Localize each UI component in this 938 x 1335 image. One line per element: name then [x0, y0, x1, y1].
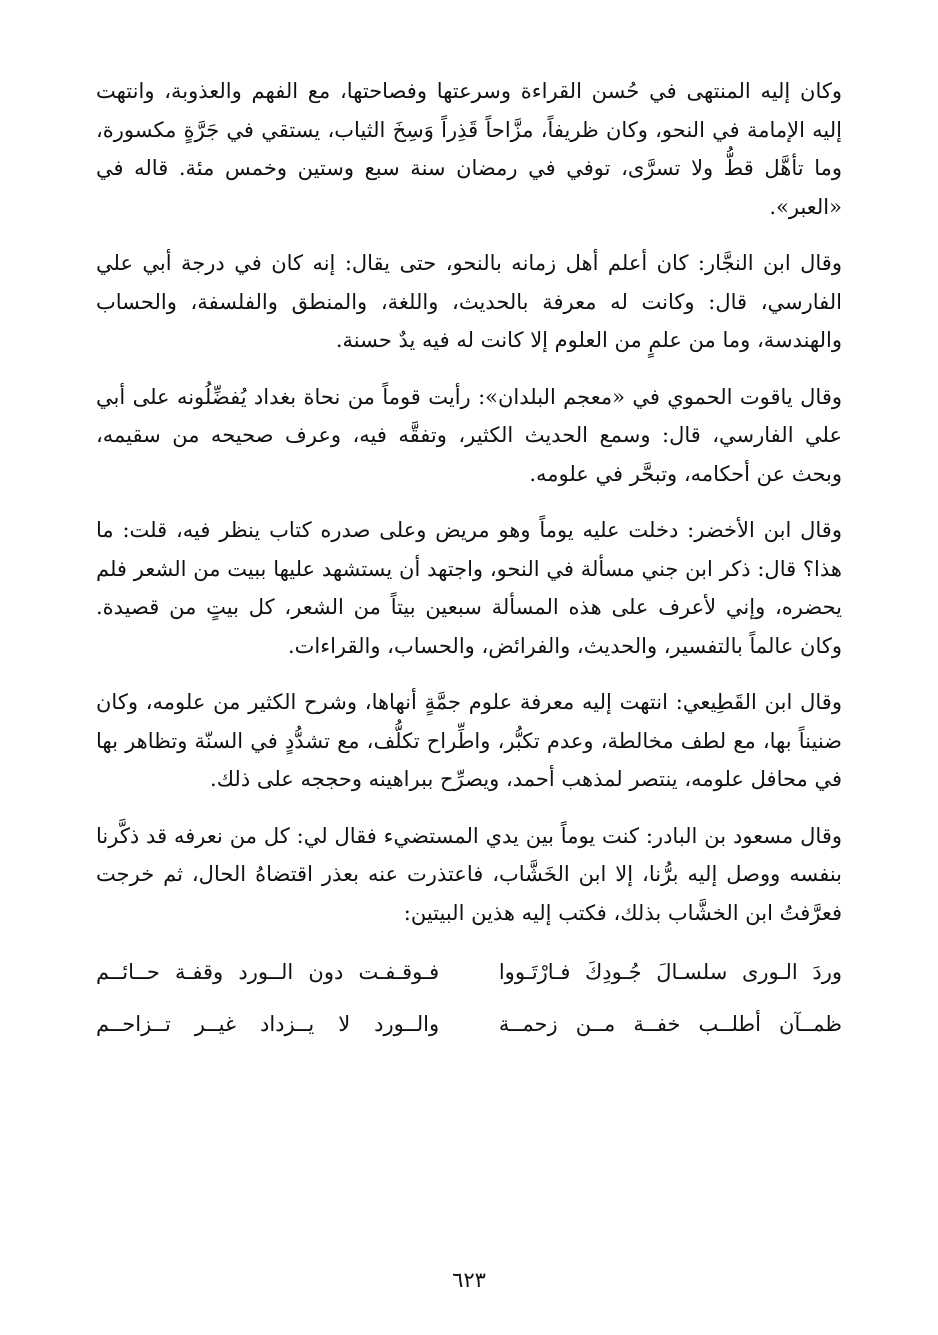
page-number: ٦٢٣	[452, 1268, 486, 1292]
paragraph-ibn-qatii: وقال ابن القَطِيعي: انتهت إليه معرفة علوم جمَّةٍ أنهاها، وشرح الكثير من علومه، وكان ضنيناً بها، مع لطف مخالطة، وعدم تكبُّر، واطِّراح تكلُّف، مع تشدُّدٍ في السنّة وتظاهر بها في محافل علومه، ينتصر لمذهب أحمد، ويصرِّح ببراهينه وحججه على ذلك.	[96, 690, 842, 791]
paragraph-intro: وكان إليه المنتهى في حُسن القراءة وسرعتها وفصاحتها، مع الفهم والعذوبة، وانتهت إليه الإمامة في النحو، وكان ظريفاً، مزَّاحاً قَذِراً وَسِخَ الثياب، يستقي في جَرَّةٍ مكسورة، وما تأهَّل قطُّ ولا تسرَّى، توفي في رمضان سنة سبع وستين وخمس مئة. قاله في «العبر».	[96, 79, 842, 219]
paragraph-ibn-najjar: وقال ابن النجَّار: كان أعلم أهل زمانه بالنحو، حتى يقال: إنه كان في درجة أبي علي الفارسي، قال: وكانت له معرفة بالحديث، واللغة، والمنطق والفلسفة، والحساب والهندسة، وما من علمٍ من العلوم إلا كانت له فيه يدٌ حسنة.	[96, 251, 842, 352]
paragraph-ibn-akhdar: وقال ابن الأخضر: دخلت عليه يوماً وهو مريض وعلى صدره كتاب ينظر فيه، قلت: ما هذا؟ قال: ذكر ابن جني مسألة في النحو، واجتهد أن يستشهد عليها ببيت من الشعر فلم يحضره، وإني لأعرف على هذه المسألة سبعين بيتاً من الشعر، كل بيتٍ من قصيدة. وكان عالماً بالتفسير، والحديث، والفرائض، والحساب، والقراءات.	[96, 518, 842, 658]
paragraph-masud: وقال مسعود بن البادر: كنت يوماً بين يدي المستضيء فقال لي: كل من نعرفه قد ذكَّرنا بنفسه ووصل إليه برُّنا، إلا ابن الخَشَّاب، فاعتذرت عنه بعذر اقتضاهُ الحال، ثم خرجت فعرَّفتُ ابن الخشَّاب بذلك، فكتب إليه هذين البيتين:	[96, 823, 842, 925]
verse-first-hemistich: وردَ الـورى سلسـالَ جُـودِكَ فـارْتَـووا	[498, 960, 842, 984]
poem	[96, 946, 842, 1050]
poem-verse	[96, 998, 842, 1050]
paragraph-yaqut: وقال ياقوت الحموي في «معجم البلدان»: رأيت قوماً من نحاة بغداد يُفضِّلُونه على أبي علي الفارسي، قال: وسمع الحديث الكثير، وتفقَّه فيه، وعرف صحيحه من سقيمه، وبحث عن أحكامه، وتبحَّر في علومه.	[96, 384, 842, 486]
poem-verse	[96, 946, 842, 998]
verse-second-hemistich: فـوقـفـت دون الــورد وقفـة حــائــم	[96, 960, 440, 984]
verse-first-hemistich: ظمــآن أطلــب خفــة مــن زحمــة	[498, 1012, 842, 1036]
verse-second-hemistich: والــورد لا يــزداد غيــر تــزاحــم	[96, 1012, 440, 1036]
